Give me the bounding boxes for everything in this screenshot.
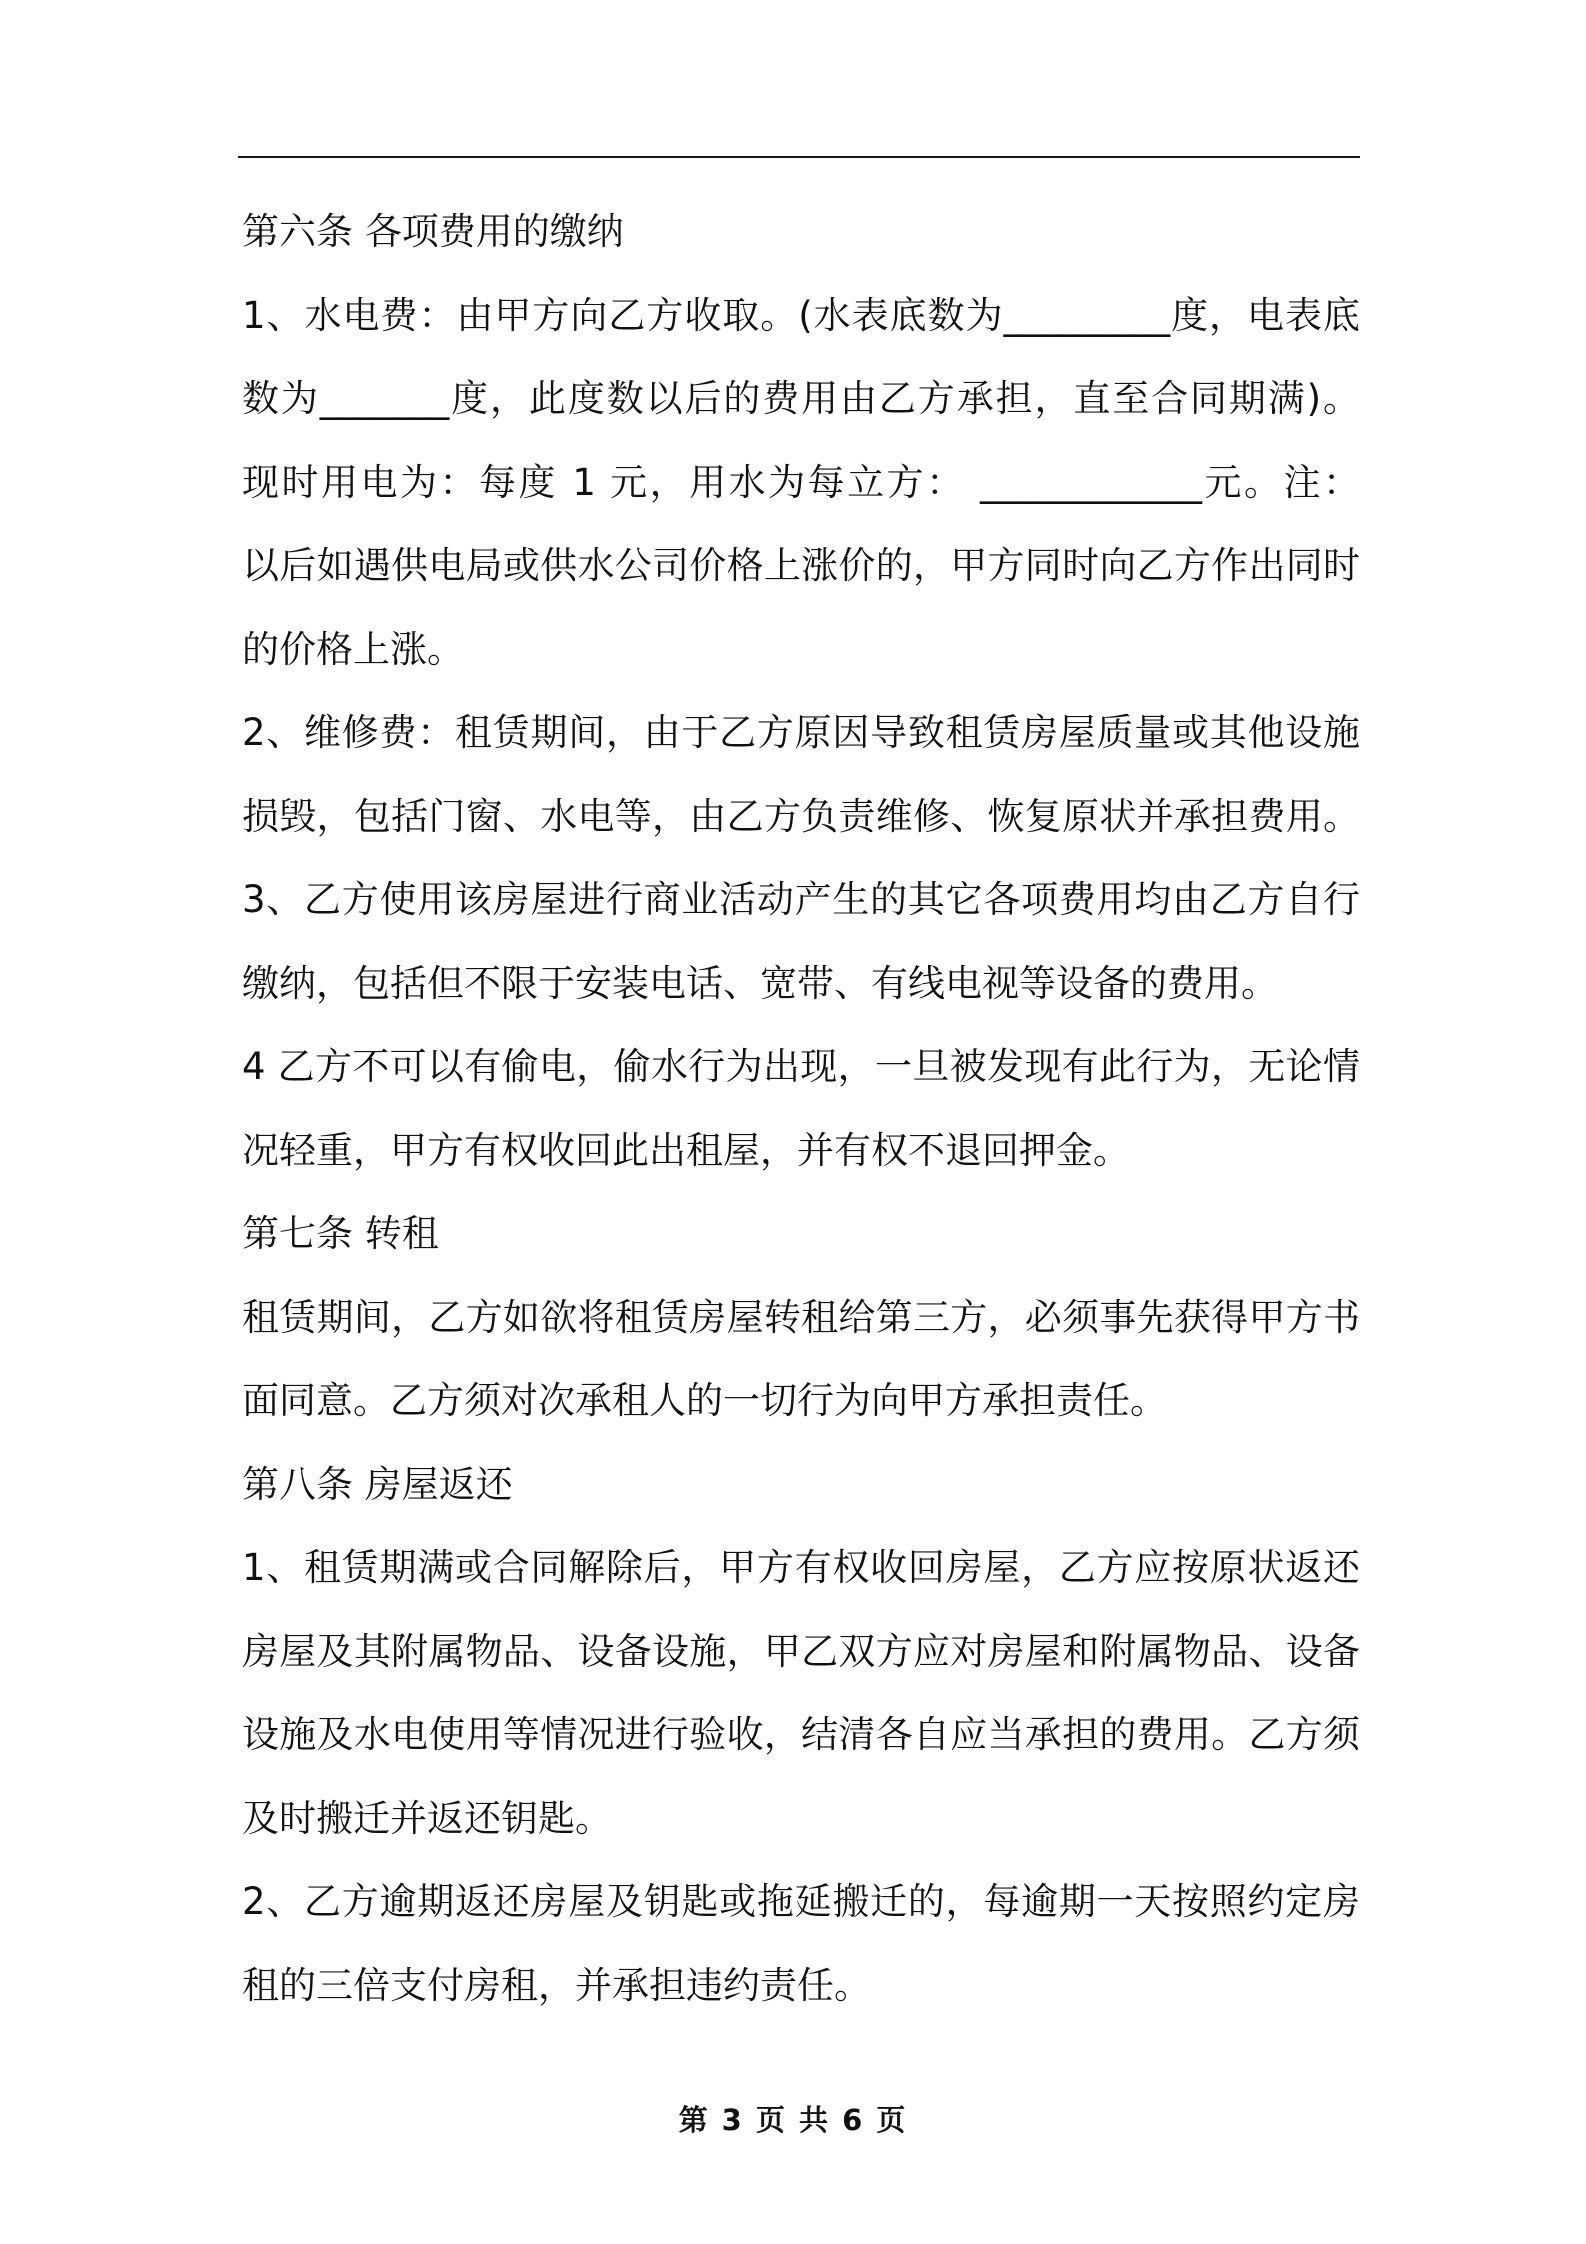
paragraph-line: 房屋及其附属物品、设备设施，甲乙双方应对房屋和附属物品、设备 <box>242 1629 1360 1673</box>
paragraph-line: 1、租赁期满或合同解除后，甲方有权收回房屋，乙方应按原状返还 <box>242 1546 1360 1589</box>
paragraph-line: 况轻重，甲方有权收回此出租屋，并有权不退回押金。 <box>242 1128 1130 1172</box>
paragraph-line: 设施及水电使用等情况进行验收，结清各自应当承担的费用。乙方须 <box>242 1713 1360 1756</box>
section-heading-6: 第六条 各项费用的缴纳 <box>242 210 624 253</box>
page-number: 第 3 页 共 6 页 <box>678 2103 908 2137</box>
paragraph-line: 缴纳，包括但不限于安装电话、宽带、有线电视等设备的费用。 <box>242 961 1278 1005</box>
paragraph-line: 及时搬迁并返还钥匙。 <box>242 1796 612 1840</box>
paragraph-line: 面同意。乙方须对次承租人的一切行为向甲方承担责任。 <box>242 1379 1167 1422</box>
header-rule <box>238 156 1360 158</box>
paragraph-line: 数为_______度，此度数以后的费用由乙方承担，直至合同期满)。 <box>242 377 1360 420</box>
paragraph-line: 4 乙方不可以有偷电，偷水行为出现，一旦被发现有此行为，无论情 <box>242 1045 1360 1088</box>
paragraph-line: 2、乙方逾期返还房屋及钥匙或拖延搬迁的，每逾期一天按照约定房 <box>242 1880 1360 1923</box>
section-heading-8: 第八条 房屋返还 <box>242 1462 513 1506</box>
paragraph-line: 的价格上涨。 <box>242 627 464 671</box>
paragraph-line: 现时用电为：每度 1 元，用水为每立方： ____________元。注： <box>242 460 1360 504</box>
paragraph-line: 3、乙方使用该房屋进行商业活动产生的其它各项费用均由乙方自行 <box>242 878 1360 921</box>
paragraph-line: 损毁，包括门窗、水电等，由乙方负责维修、恢复原状并承担费用。 <box>242 794 1360 838</box>
section-heading-7: 第七条 转租 <box>242 1212 439 1255</box>
paragraph-line: 以后如遇供电局或供水公司价格上涨价的，甲方同时向乙方作出同时 <box>242 544 1360 587</box>
paragraph-line: 2、维修费：租赁期间，由于乙方原因导致租赁房屋质量或其他设施 <box>242 711 1360 754</box>
paragraph-line: 1、水电费：由甲方向乙方收取。(水表底数为_________度，电表底 <box>242 293 1360 337</box>
document-body <box>242 190 1360 2027</box>
paragraph-line: 租赁期间，乙方如欲将租赁房屋转租给第三方，必须事先获得甲方书 <box>242 1295 1360 1339</box>
paragraph-line: 租的三倍支付房租，并承担违约责任。 <box>242 1963 871 2007</box>
